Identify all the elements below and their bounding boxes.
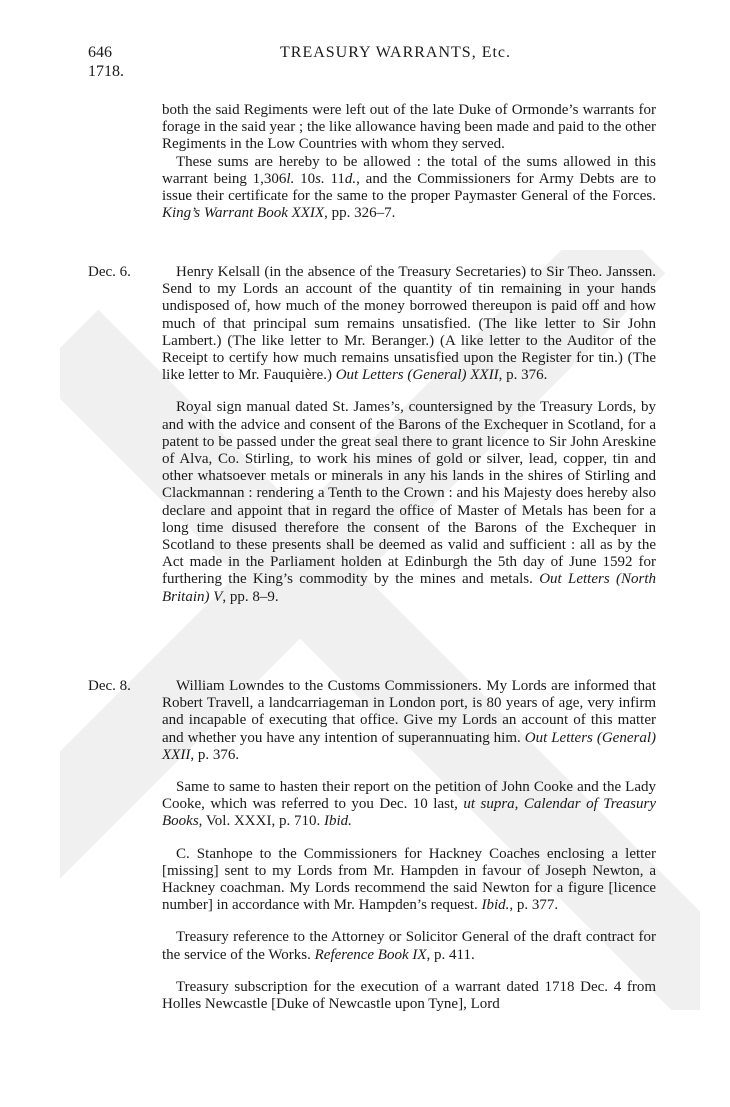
paragraph [162,154,656,223]
running-year: 1718. [88,63,124,80]
italic-text: s. [315,170,325,187]
paragraph [162,846,656,915]
entry-continuation [162,102,656,222]
text-run: Henry Kelsall (in the absence of the Treasury Secretaries) to Sir Theo. Janssen. Send to my Lords an account of the quantity of tin remaining in your hands undisposed of, how much of the money borrowed thereupon is paid off and how much of that principal sum remains unsatisfied. (The like letter to Sir John Lambert.) (The like letter to Mr. Beranger.) (A like letter to the Auditor of the Receipt to certify how much remains unsatisfied upon the Register for tin.) (The like letter to Mr. Fauquière.) [162,264,656,384]
text-run: , p. 377. [509,897,559,914]
italic-text: King’s Warrant Book XXIX [162,205,325,222]
entry-dec-6 [162,264,656,606]
italic-text: Ibid. [481,897,510,914]
paragraph [162,102,656,154]
paragraph [162,779,656,831]
text-run: William Lowndes to the Customs Commissioners. My Lords are informed that Robert Travell, a landcarriageman in London port, is 80 years of age, very infirm and incapable of executing that office. Give my Lords an account of this matter and whether you have any intention of superannuating him. [162,678,656,746]
page-number: 646 [88,44,112,61]
text-run: Treasury reference to the Attorney or Solicitor General of the draft contract for the service of the Works. [162,929,656,963]
text-run: 10 [294,170,316,187]
italic-text: ut supra, Calendar of Treasury Books, [162,796,657,830]
italic-text: Ibid. [323,813,352,830]
text-run: , p. 411. [426,946,475,963]
text-run: , pp. 8–9. [222,588,279,605]
italic-text: Out Letters (General) XXII [162,729,656,763]
margin-date-dec-8: Dec. 8. [88,678,131,694]
entry-dec-8 [162,678,656,1013]
paragraph [162,979,656,1013]
text-run: , pp. 326–7. [324,205,396,222]
text-run: Royal sign manual dated St. James’s, countersigned by the Treasury Lords, by and with the advice and consent of the Barons of the Exchequer in Scotland, for a patent to be passed under the great seal there to grant licence to Sir John Areskine of Alva, Co. Stirling, to work his mines of gold or silver, lead, copper, tin and other whatsoever metals or minerals in any his lands in the shires of Stirling and Clackmannan : rendering a Tenth to the Crown : and his Majesty does hereby also declare and appoint that in regard the office of Master of Metals has been for a long time disused therefore the consent of the Barons of the Exchequer in Scotland to these presents shall be deemed as valid and sufficient : all as by the Act made in the Parliament holden at Edinburgh the 5th day of June 1592 for furthering the King’s commodity by the mines and metals. [162,399,656,588]
paragraph [162,399,656,605]
text-run: , p. 376. [498,367,548,384]
running-title: TREASURY WARRANTS, Etc. [280,44,512,61]
text-run: , and the Commissioners for Army Debts are to issue their certificate for the same to the proper Paymaster General of the Forces. [162,170,656,205]
text-run: 11 [324,170,345,187]
paragraph [162,264,656,384]
italic-text: d. [344,170,357,187]
paragraph [162,929,656,963]
text-run: C. Stanhope to the Commissioners for Hackney Coaches enclosing a letter [missing] sent to my Lords from Mr. Hampden in favour of Joseph Newton, a Hackney coachman. My Lords recommend the said Newton for a figure [licence number] in accordance with Mr. Hampden’s request. [162,845,656,914]
text-run: both the said Regiments were left out of the late Duke of Ormonde’s warrants for forage in the said year ; the like allowance having been made and paid to the other Regiments in the Low Countries with whom they served. [162,102,656,153]
text-run: These sums are hereby to be allowed : the total of the sums allowed in this warrant being 1,306 [162,153,656,187]
text-run: Treasury subscription for the execution of a warrant dated 1718 Dec. 4 from Holles Newcastle [Duke of Newcastle upon Tyne], Lord [162,978,656,1013]
paragraph [162,678,656,764]
text-run: Vol. XXXI, p. 710. [202,813,324,830]
italic-text: Out Letters (General) XXII [335,367,499,384]
italic-text: l. [286,170,295,187]
text-run: Same to same to hasten their report on the petition of John Cooke and the Lady Cooke, which was referred to you Dec. 10 last, [162,779,656,813]
margin-date-dec-6: Dec. 6. [88,264,131,280]
text-run: , p. 376. [190,746,240,763]
italic-text: Reference Book IX [314,946,427,963]
italic-text: Out Letters (North Britain) V [162,571,656,605]
